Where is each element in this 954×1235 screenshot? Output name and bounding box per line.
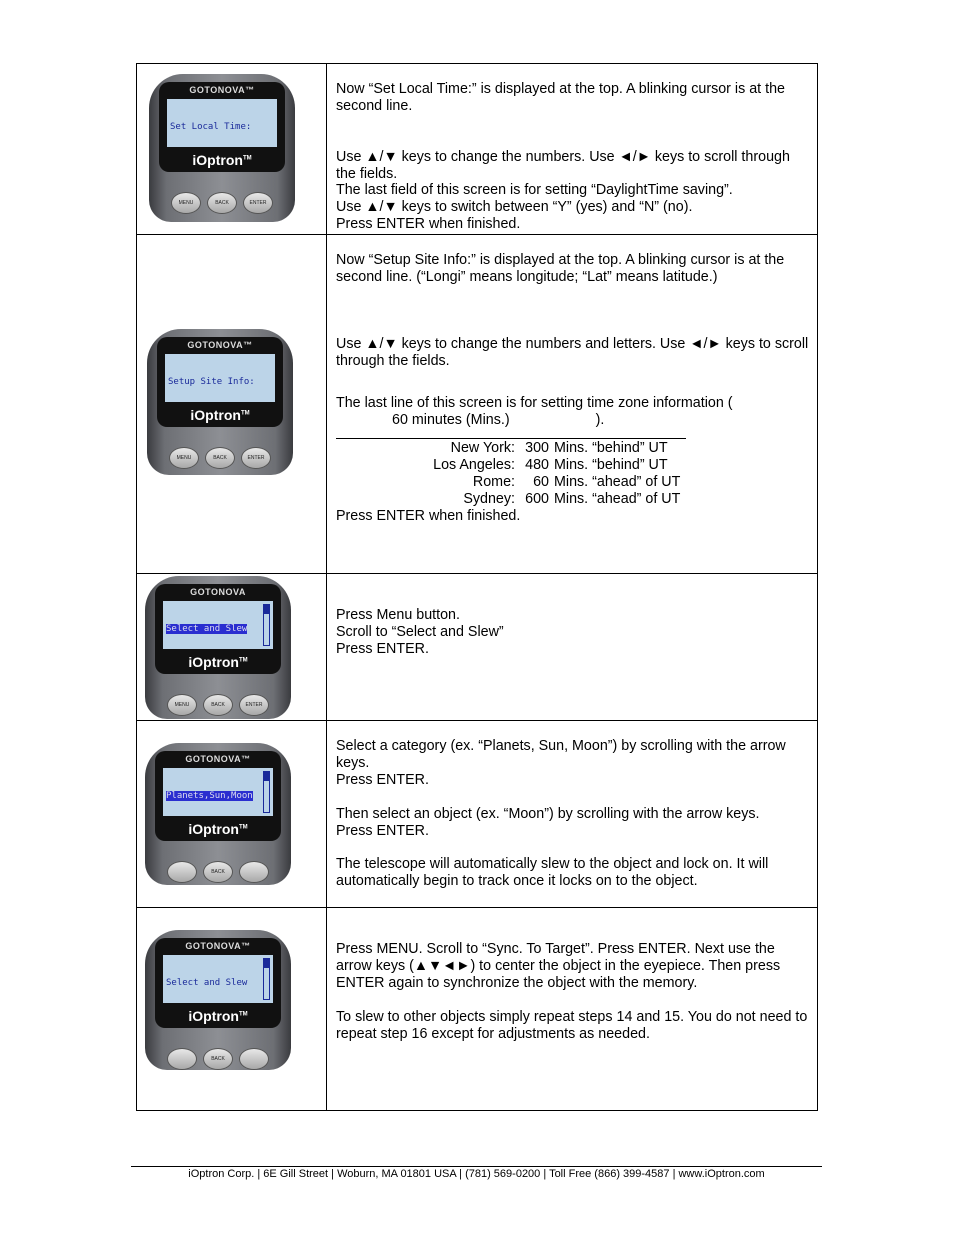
hand-controller-image: GOTONOVA™ Planets,Sun,Moon iOptron™ BACK [145,743,291,885]
paragraph: The last line of this screen is for setting time zone information ( [336,395,733,412]
device-brand: GOTONOVA™ [185,754,251,764]
menu-button-photo: MENU [167,694,197,716]
table-row [137,235,818,574]
tz-mins: 60 [533,473,549,490]
device-brand: GOTONOVA™ [187,340,253,350]
tz-city: Rome: [472,473,515,490]
menu-button-photo [167,1048,197,1070]
paragraph: The last field of this screen is for setting “DaylightTime saving”. [336,182,733,199]
table-row [137,64,818,235]
instruction-text-cell [327,908,818,1111]
back-button-photo: BACK [205,447,235,469]
device-image-cell [137,574,327,721]
timezone-list [336,440,809,508]
tz-city: New York: [450,440,515,457]
tz-rel: Mins. “behind” UT [554,440,668,457]
paragraph: The telescope will automatically slew to the object and lock on. It will automatically begin to track once it locks on to the object. [336,856,769,890]
enter-button-photo: ENTER [239,694,269,716]
table-row [137,721,818,908]
paragraph: Use ▲/▼ keys to change the numbers. Use ◄/► keys to scroll through the fields. [336,148,790,182]
paragraph: Press ENTER. [336,771,429,788]
paragraph: Now “Set Local Time:” is displayed at the top. A blinking cursor is at the second line. [336,81,785,114]
device-logo: iOptron [188,821,239,837]
paragraph: Then select an object (ex. “Moon”) by scrolling with the arrow keys. [336,805,760,822]
menu-button-photo [167,861,197,883]
device-image-cell [137,721,327,908]
back-button-photo: BACK [203,1048,233,1070]
paragraph: Press ENTER. [336,822,429,839]
enter-button-photo: ENTER [241,447,271,469]
device-logo: iOptron [190,407,241,423]
page-footer: iOptron Corp. | 6E Gill Street | Woburn, MA 01801 USA | (781) 569-0200 | Toll Free (866) 399-4587 | www.iOptron.com [188,1168,765,1180]
paragraph: Press ENTER. [336,640,429,657]
list-item [336,457,809,474]
tz-rel: Mins. “ahead” of UT [554,490,681,507]
instruction-table [136,63,818,1111]
tz-rel: Mins. “behind” UT [554,457,668,474]
paragraph: Press MENU. Scroll to “Sync. To Target”. Press ENTER. Next use the arrow keys (▲▼◄►) to center the object in the eyepiece. Then press ENTER again to synchronize the object with the memory. [336,941,781,991]
lcd-line: Select and Slew [166,624,248,634]
tz-mins: 480 [525,457,549,474]
lcd-scrollbar [263,958,270,1000]
paragraph: ). [595,412,605,429]
footer-divider [131,1166,822,1167]
lcd-screen [163,955,273,1003]
list-item [336,474,809,491]
hand-controller-image: GOTONOVA™ Set Local Time: iOptron™ MENU BACK ENTER [149,74,295,222]
back-button-photo: BACK [203,861,233,883]
paragraph: Scroll to “Select and Slew” [336,623,504,640]
back-button-photo: BACK [207,192,237,214]
device-brand: GOTONOVA™ [189,85,255,95]
lcd-scrollbar [263,604,270,646]
paragraph: Press Menu button. [336,607,460,623]
table-row [137,574,818,721]
lcd-scrollbar [263,771,270,813]
paragraph: 60 minutes (Mins.) [392,412,510,429]
device-image-cell [137,908,327,1111]
lcd-line: Set Local Time: [170,122,252,132]
tz-mins: 600 [525,490,549,507]
instruction-text-cell [327,574,818,721]
instruction-text-cell [327,64,818,235]
tz-rel: Mins. “ahead” of UT [554,473,681,490]
lcd-screen [165,354,275,402]
paragraph: Use ▲/▼ keys to switch between “Y” (yes) and “N” (no). [336,199,693,216]
divider [336,438,686,439]
enter-button-photo: ENTER [243,192,273,214]
menu-button-photo: MENU [169,447,199,469]
enter-button-photo [239,1048,269,1070]
device-image-cell [137,235,327,574]
device-brand: GOTONOVA [190,587,246,597]
lcd-line: Planets,Sun,Moon [166,791,253,801]
lcd-line: Select and Slew [166,978,248,988]
instruction-text-cell [327,721,818,908]
lcd-screen [163,601,273,649]
list-item [336,440,809,457]
table-row [137,908,818,1111]
paragraph: To slew to other objects simply repeat steps 14 and 15. You do not need to repeat step 16 except for adjustments as needed. [336,1008,808,1042]
hand-controller-image: GOTONOVA Select and Slew iOptron™ MENU BACK ENTER [145,576,291,719]
lcd-line: Setup Site Info: [168,377,255,387]
lcd-screen [167,99,277,147]
lcd-screen [163,768,273,816]
device-image-cell [137,64,327,235]
back-button-photo: BACK [203,694,233,716]
paragraph: Use ▲/▼ keys to change the numbers and letters. Use ◄/► keys to scroll through the fields. [336,336,809,370]
menu-button-photo: MENU [171,192,201,214]
paragraph: Now “Setup Site Info:” is displayed at the top. A blinking cursor is at the second line. (“Longi” means longitude; “Lat” means latitude.) [336,252,785,285]
enter-button-photo [239,861,269,883]
paragraph: Select a category (ex. “Planets, Sun, Moon”) by scrolling with the arrow keys. [336,738,786,771]
paragraph: Press ENTER when finished. [336,507,521,524]
tz-city: Los Angeles: [433,457,515,474]
tz-city: Sydney: [463,490,515,507]
paragraph: Press ENTER when finished. [336,216,521,233]
hand-controller-image: GOTONOVA™ Select and Slew iOptron™ BACK [145,930,291,1070]
instruction-text-cell [327,235,818,574]
device-logo: iOptron [188,654,239,670]
device-logo: iOptron [192,152,243,168]
list-item [336,491,809,508]
device-brand: GOTONOVA™ [185,941,251,951]
tz-mins: 300 [525,440,549,457]
hand-controller-image: GOTONOVA™ Setup Site Info: iOptron™ MENU BACK ENTER [147,329,293,475]
device-logo: iOptron [188,1008,239,1024]
